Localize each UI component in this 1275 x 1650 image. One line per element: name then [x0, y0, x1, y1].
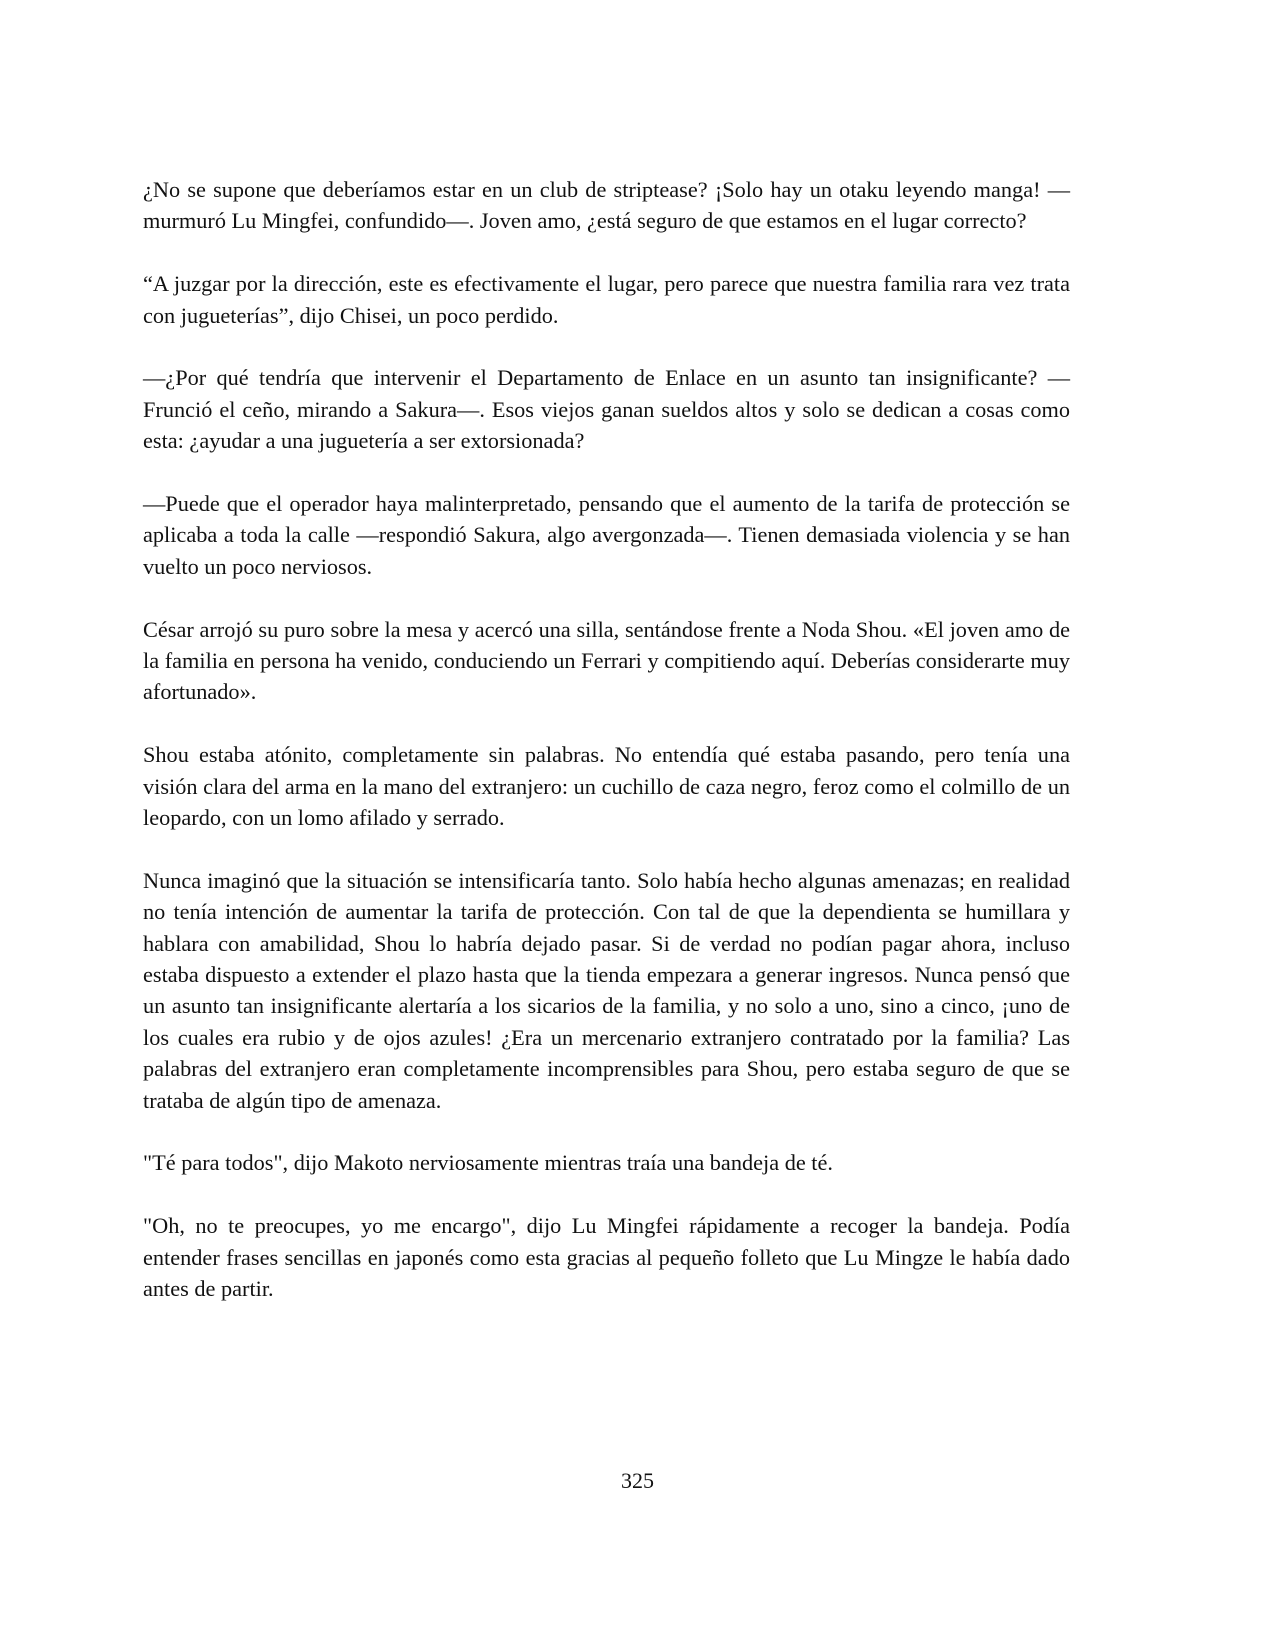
- paragraph: "Té para todos", dijo Makoto nerviosamente mientras traía una bandeja de té.: [143, 1150, 833, 1176]
- paragraph: César arrojó su puro sobre la mesa y acercó una silla, sentándose frente a Noda Shou. «El joven amo de la familia en persona ha venido, conduciendo un Ferrari y compitiendo aquí. Deberías considerarte muy afortunado».: [143, 616, 1070, 705]
- paragraph: Shou estaba atónito, completamente sin palabras. No entendía qué estaba pasando, pero tenía una visión clara del arma en la mano del extranjero: un cuchillo de caza negro, feroz como el colmillo de un leopardo, con un lomo afilado y serrado.: [143, 742, 1070, 831]
- paragraph: "Oh, no te preocupes, yo me encargo", dijo Lu Mingfei rápidamente a recoger la bandeja. Podía entender frases sencillas en japonés como esta gracias al pequeño folleto que Lu Mingze le había dado antes de partir.: [143, 1213, 1070, 1302]
- paragraph: —¿Por qué tendría que intervenir el Departamento de Enlace en un asunto tan insignificante? — Frunció el ceño, mirando a Sakura—. Esos viejos ganan sueldos altos y solo se dedican a cosas como esta: ¿ayudar a una juguetería a ser extorsionada?: [143, 365, 1070, 454]
- paragraph: Nunca imaginó que la situación se intensificaría tanto. Solo había hecho algunas amenazas; en realidad no tenía intención de aumentar la tarifa de protección. Con tal de que la dependienta se humillara y hablara con amabilidad, Shou lo habría dejado pasar. Si de verdad no podían pagar ahora, incluso estaba dispuesto a extender el plazo hasta que la tienda empezara a generar ingresos. Nunca pensó que un asunto tan insignificante alertaría a los sicarios de la familia, y no solo a uno, sino a cinco, ¡uno de los cuales era rubio y de ojos azules! ¿Era un mercenario extranjero contratado por la familia? Las palabras del extranjero eran completamente incomprensibles para Shou, pero estaba seguro de que se trataba de algún tipo de amenaza.: [143, 867, 1070, 1113]
- paragraph: ¿No se supone que deberíamos estar en un club de striptease? ¡Solo hay un otaku leyendo manga! —murmuró Lu Mingfei, confundido—. Joven amo, ¿está seguro de que estamos en el lugar correcto?: [143, 177, 1070, 234]
- paragraph: —Puede que el operador haya malinterpretado, pensando que el aumento de la tarifa de protección se aplicaba a toda la calle —respondió Sakura, algo avergonzada—. Tienen demasiada violencia y se han vuelto un poco nerviosos.: [143, 491, 1070, 579]
- page-number: 325: [621, 1468, 654, 1493]
- body-text: [143, 174, 1070, 1336]
- paragraph: “A juzgar por la dirección, este es efectivamente el lugar, pero parece que nuestra familia rara vez trata con jugueterías”, dijo Chisei, un poco perdido.: [143, 271, 1070, 328]
